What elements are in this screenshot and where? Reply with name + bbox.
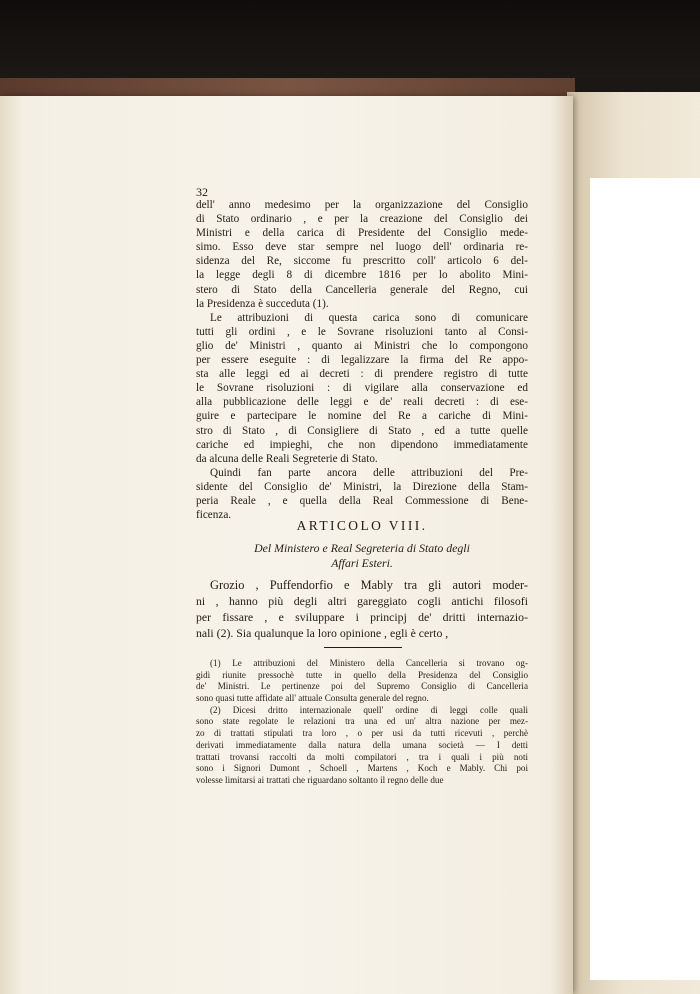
footnote-divider <box>324 647 402 648</box>
text-line: guire e partecipare le nomine del Re a cariche di Mini- <box>196 410 528 423</box>
text-line: volesse limitarsi ai trattati che riguardano soltanto il regno delle due <box>196 774 444 785</box>
text-line: per fissare , e sviluppare i principj de' dritti internazio- <box>196 610 528 624</box>
text-line: tutti gli ordini , e le Sovrane risoluzioni tanto al Consi- <box>196 325 528 338</box>
text-line: sono i Signori Dumont , Schoell , Martens , Koch e Mably. Chi poi <box>196 763 528 774</box>
text-line: nali (2). Sia qualunque la loro opinione , egli è certo , <box>196 626 449 640</box>
text-line: (2) Dicesi dritto internazionale quell' ordine di leggi colle quali <box>210 704 528 715</box>
text-line: la Presidenza è succeduta (1). <box>196 297 329 310</box>
text-line: ni , hanno più degli altri gareggiato cogli antichi filosofi <box>196 594 528 608</box>
text-line: glio de' Ministri , quanto ai Ministri che lo compongono <box>196 339 528 352</box>
white-insert <box>590 178 700 980</box>
article-heading: ARTICOLO VIII. <box>296 518 428 533</box>
scan-background-top <box>0 0 700 78</box>
text-line: simo. Esso deve star sempre nel luogo dell' ordinaria re- <box>196 241 528 254</box>
text-line: ficenza. <box>196 509 232 522</box>
text-line: sidenza del Re, siccome fu prescritto coll' articolo 6 del- <box>196 255 528 268</box>
text-line: Grozio , Puffendorfio e Mably tra gli autori moder- <box>210 578 528 592</box>
text-line: sono quasi tutte affidate all' attuale Consulta generale del regno. <box>196 693 429 704</box>
text-line: sta alle leggi ed ai decreti : di prendere registro di tutte <box>196 368 528 381</box>
text-line: stro di Stato , di Consigliere di Stato , ed a tutte quelle <box>196 424 528 437</box>
body-text-before <box>196 198 528 522</box>
text-line: (1) Le attribuzioni del Ministero della Cancelleria si trovano og- <box>210 658 528 668</box>
article-subtitle <box>196 541 528 571</box>
text-line: zo di trattati stipulati tra loro , o per usi da tutti ricevuti , perchè <box>196 728 528 739</box>
text-line: trattati trovansi raccolti da molti compilatori , tra i quali i più noti <box>196 751 528 762</box>
page-number: 32 <box>196 185 208 199</box>
text-line: peria Reale , e quella della Real Commessione di Bene- <box>196 494 528 507</box>
subtitle-line: Affari Esteri. <box>331 556 393 570</box>
text-line: da alcuna delle Reali Segreterie di Stato. <box>196 452 378 465</box>
text-line: le Sovrane risoluzioni : di vigilare alla conservazione ed <box>196 382 528 395</box>
text-line: cariche ed impieghi, che non dipendono immediatamente <box>196 438 528 451</box>
book-page <box>0 96 573 994</box>
text-line: sono state regolate le relazioni tra una ed un' altra nazione per mez- <box>196 716 528 727</box>
text-line: di Stato ordinario , e per la creazione del Consiglio dei <box>196 213 528 226</box>
text-line: Ministri e della carica di Presidente del Consiglio mede- <box>196 227 528 240</box>
text-line: alla pubblicazione delle leggi e de' reali decreti : di ese- <box>196 396 528 409</box>
text-line: stero di Stato della Cancelleria generale del Regno, cui <box>196 283 528 296</box>
text-line: dell' anno medesimo per la organizzazione del Consiglio <box>196 199 528 211</box>
text-line: la legge degli 8 di dicembre 1816 per lo abolito Mini- <box>196 269 528 282</box>
text-line: de' Ministri. Le pertinenze poi del Supremo Consiglio di Cancelleria <box>196 681 528 692</box>
subtitle-line: Del Ministero e Real Segreteria di Stato degli <box>254 541 470 555</box>
footnotes <box>196 658 528 787</box>
text-line: sidente del Consiglio de' Ministri, la Direzione della Stam- <box>196 480 528 493</box>
text-line: Quindi fan parte ancora delle attribuzioni del Pre- <box>210 466 528 479</box>
text-line: per essere eseguite : di legalizzare la firma del Re appo- <box>196 354 528 367</box>
text-line: Le attribuzioni di questa carica sono di comunicare <box>210 311 528 324</box>
body-text-after <box>196 577 528 641</box>
text-line: derivati immediatamente dalla natura della umana società — I detti <box>196 739 528 750</box>
text-line: gidì riunite pressochè tutte in quello della Presidenza del Consiglio <box>196 669 528 680</box>
